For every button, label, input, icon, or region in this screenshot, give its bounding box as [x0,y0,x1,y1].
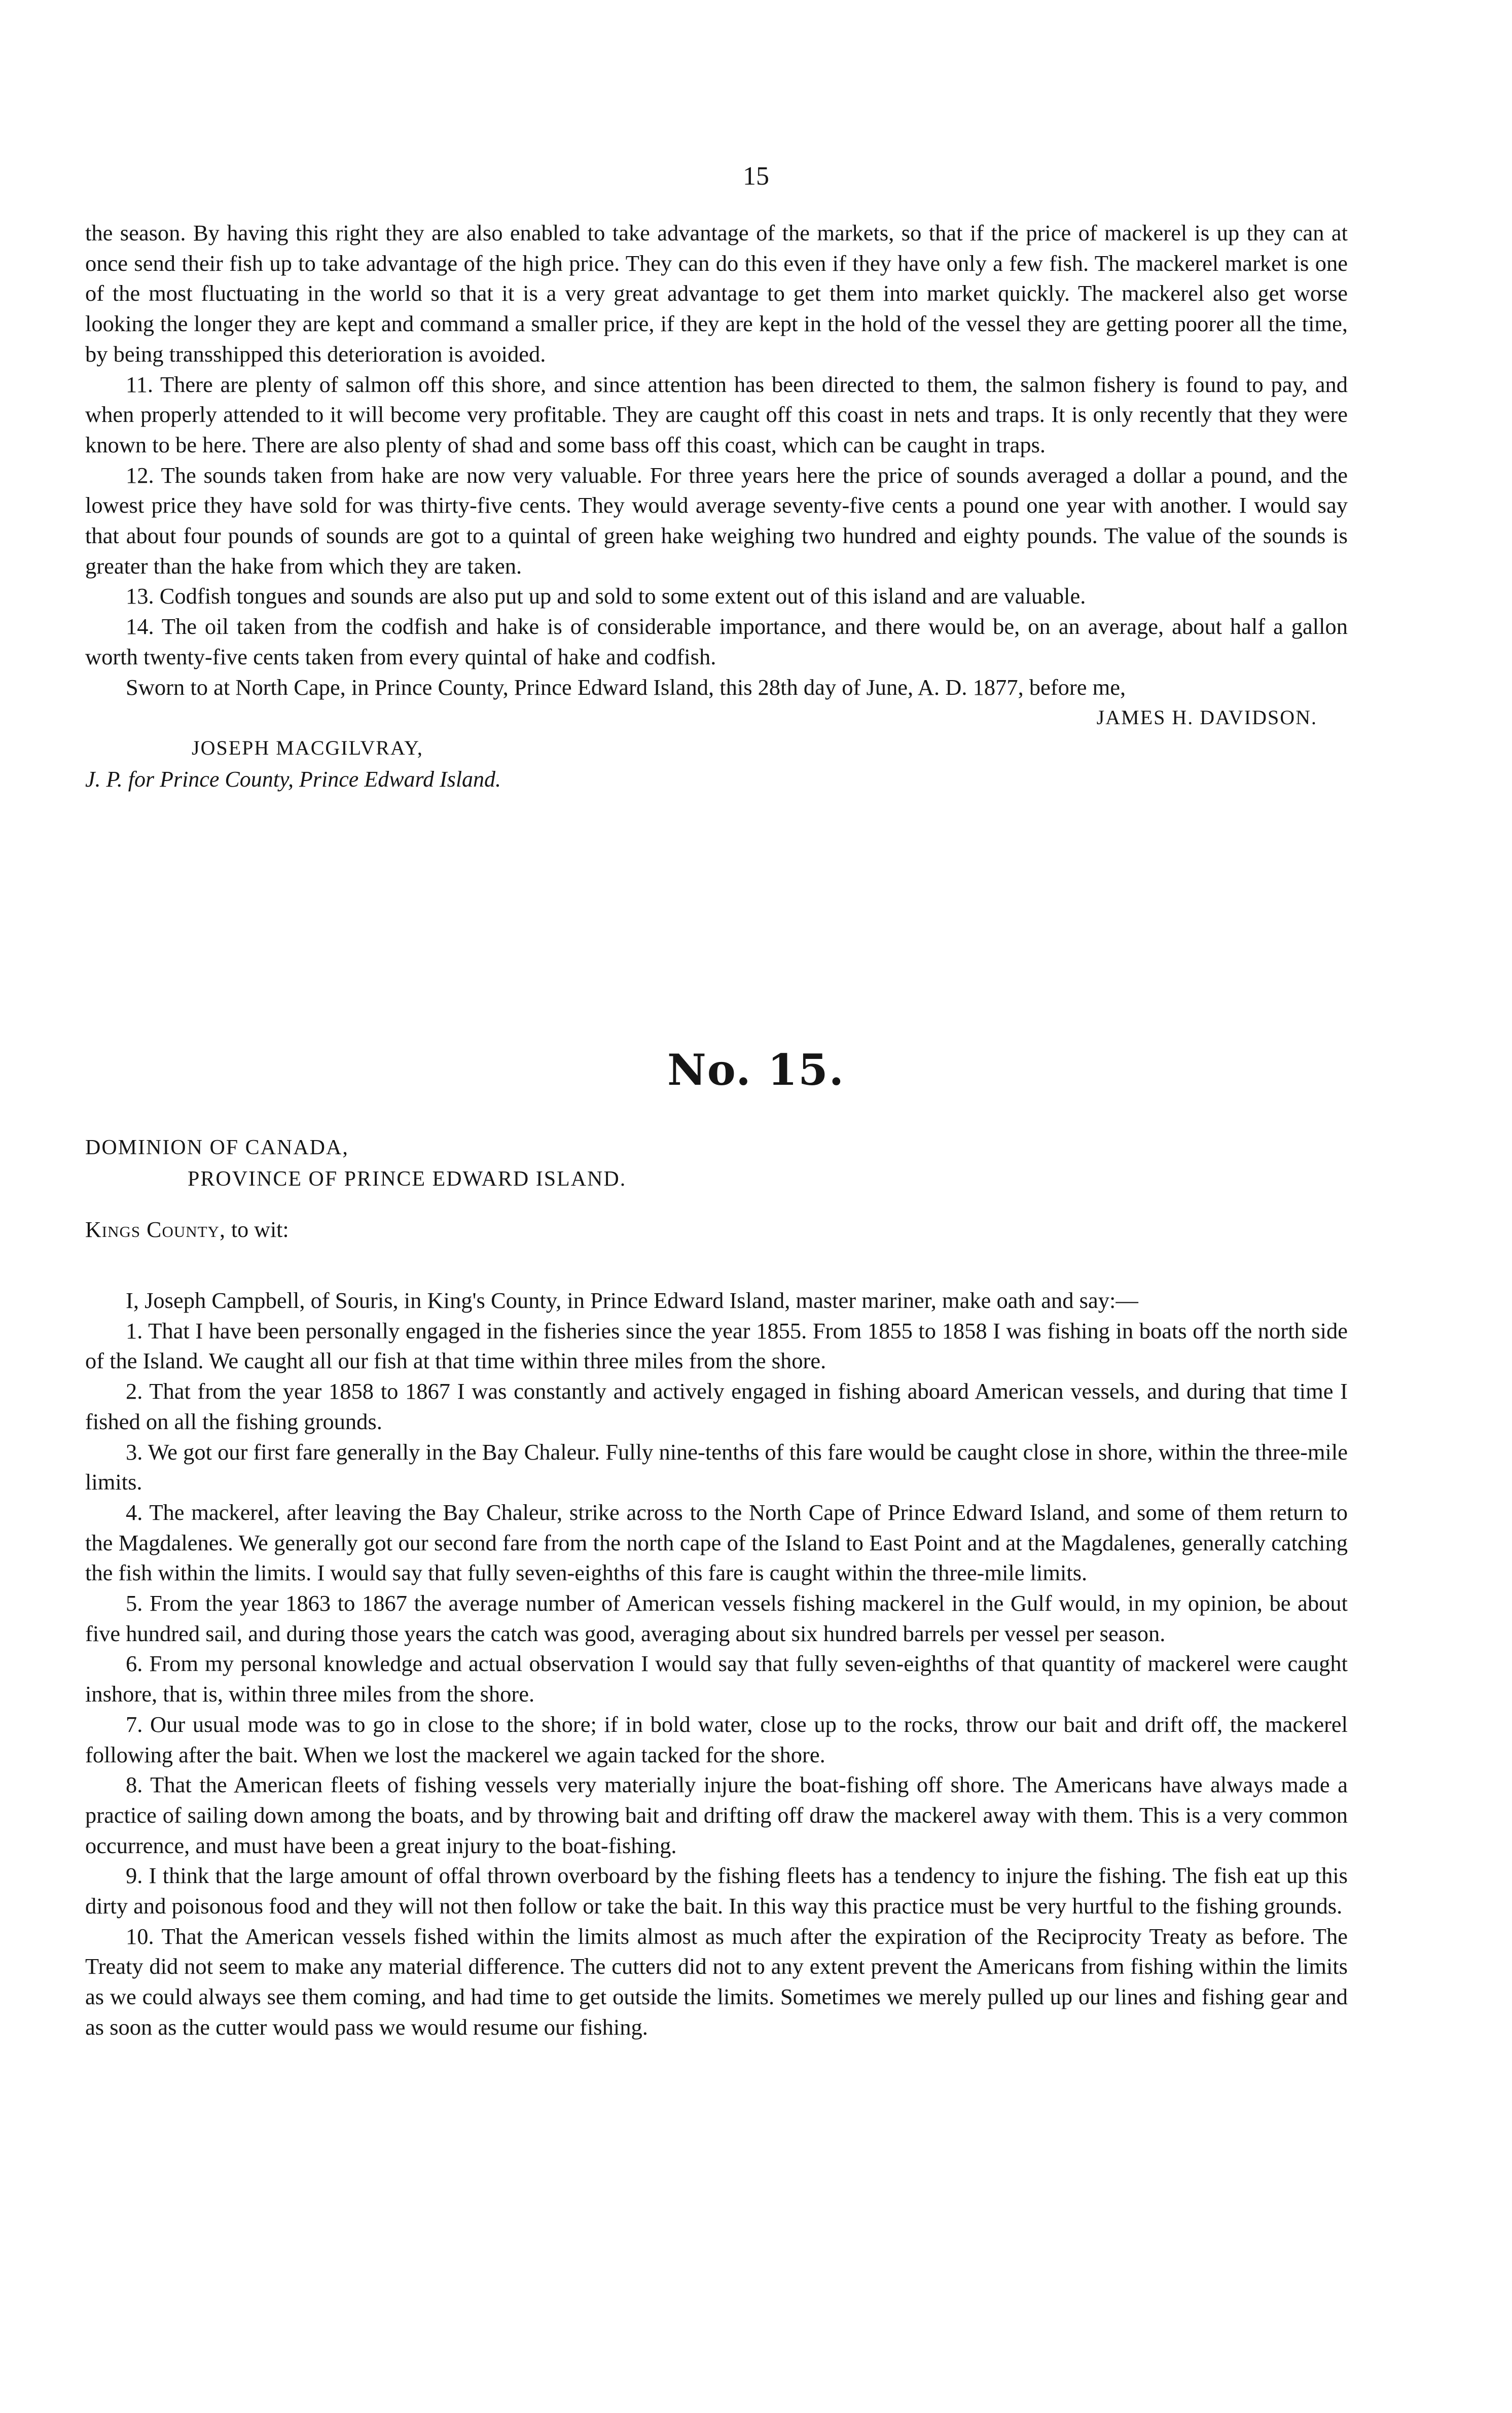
page-number: 15 [743,162,769,191]
justice-of-peace-title: J. P. for Prince County, Prince Edward Island. [85,767,501,792]
paragraph-13: 13. Codfish tongues and sounds are also put up and sold to some extent out of this island and are valuable. [126,583,1086,609]
county-name: Kings County, [85,1217,226,1242]
paragraph-2: 2. That from the year 1858 to 1867 I was constantly and actively engaged in fishing aboard American vessels, and during that time I fished on all the fishing grounds. [85,1378,1348,1434]
paragraph-1: 1. That I have been personally engaged in the fisheries since the year 1855. From 1855 to 1858 I was fishing in boats off the north side of the Island. We caught all our fish at that time within three miles from the shore. [85,1318,1348,1374]
paragraph-4: 4. The mackerel, after leaving the Bay Chaleur, strike across to the North Cape of Prince Edward Island, and some of them return to the Magdalenes. We generally got our second fare from the north cape of the Island to East Point and at the Magdalenes, generally catching the fish within the limits. I would say that fully seven-eighths of this fare is caught within the three-mile limits. [85,1499,1348,1586]
province-line: PROVINCE OF PRINCE EDWARD ISLAND. [188,1167,627,1191]
deponent-signature: JAMES H. DAVIDSON. [1096,706,1317,729]
paragraph-6: 6. From my personal knowledge and actual observation I would say that fully seven-eighths of that quantity of mackerel were caught inshore, that is, within three miles from the shore. [85,1651,1348,1707]
oath-intro: I, Joseph Campbell, of Souris, in King's County, in Prince Edward Island, master mariner, make oath and say:— [126,1288,1138,1313]
davidson-affidavit-continuation [85,218,1348,797]
county-line [85,1215,289,1245]
paragraph-5: 5. From the year 1863 to 1867 the average number of American vessels fishing mackerel in the Gulf would, in my opinion, be about five hundred sail, and during those years the catch was good, averaging about six hundred barrels per vessel per season. [85,1590,1348,1646]
paragraph-14: 14. The oil taken from the codfish and hake is of considerable importance, and there would be, on an average, about half a gallon worth twenty-five cents taken from every quintal of hake and codfish. [85,614,1348,669]
campbell-affidavit [85,1286,1348,2043]
paragraph-12: 12. The sounds taken from hake are now very valuable. For three years here the price of sounds averaged a dollar a pound, and the lowest price they have sold for was thirty-five cents. They would average seventy-five cents a pound one year with another. I would say that about four pounds of sounds are got to a quintal of green hake weighing two hundred and eighty pounds. The value of the sounds is greater than the hake from which they are taken. [85,462,1348,579]
signature-block [85,705,1348,797]
paragraph-continuation: the season. By having this right they are also enabled to take advantage of the markets, so that if the price of mackerel is up they can at once send their fish up to take advantage of the high price. They can do this even if they have only a few fish. The mackerel market is one of the most fluctuating in the world so that it is a very great advantage to get them into market quickly. The mackerel also get worse looking the longer they are kept and command a smaller price, if they are kept in the hold of the vessel they are getting poorer all the time, by being transshipped this deterioration is avoided. [85,220,1348,367]
paragraph-3: 3. We got our first fare generally in the Bay Chaleur. Fully nine-tenths of this fare would be caught close in shore, within the three-mile limits. [85,1439,1348,1495]
paragraph-10: 10. That the American vessels fished within the limits almost as much after the expiration of the Reciprocity Treaty as before. The Treaty did not seem to make any material difference. The cutters did not to any extent prevent the Americans from fishing within the limits as we could always see them coming, and had time to get outside the limits. Sometimes we merely pulled up our lines and fishing gear and as soon as the cutter would pass we would resume our fishing. [85,1923,1348,2040]
justice-of-peace-name: JOSEPH MACGILVRAY, [192,736,423,760]
paragraph-9: 9. I think that the large amount of offal thrown overboard by the fishing fleets has a tendency to injure the fishing. The fish eat up this dirty and poisonous food and they will not then follow or take the bait. In this way this practice must be very hurtful to the fishing grounds. [85,1863,1348,1919]
paragraph-8: 8. That the American fleets of fishing vessels very materially injure the boat-fishing off shore. The Americans have always made a practice of sailing down among the boats, and by throwing bait and drifting off draw the mackerel away with them. This is a very common occurrence, and must have been a great injury to the boat-fishing. [85,1772,1348,1858]
paragraph-11: 11. There are plenty of salmon off this shore, and since attention has been directed to them, the salmon fishery is found to pay, and when properly attended to it will become very profitable. They are caught off this coast in nets and traps. It is only recently that they were known to be here. There are also plenty of shad and some bass off this coast, which can be caught in traps. [85,371,1348,457]
dominion-line: DOMINION OF CANADA, [85,1136,349,1159]
section-heading: No. 15. [667,1045,845,1095]
jurat-paragraph: Sworn to at North Cape, in Prince County, Prince Edward Island, this 28th day of June, A. D. 1877, before me, [126,674,1126,700]
paragraph-7: 7. Our usual mode was to go in close to the shore; if in bold water, close up to the rocks, throw our bait and drift off, the mackerel following after the bait. When we lost the mackerel we again tacked for the shore. [85,1711,1348,1767]
to-wit: to wit: [231,1217,289,1242]
